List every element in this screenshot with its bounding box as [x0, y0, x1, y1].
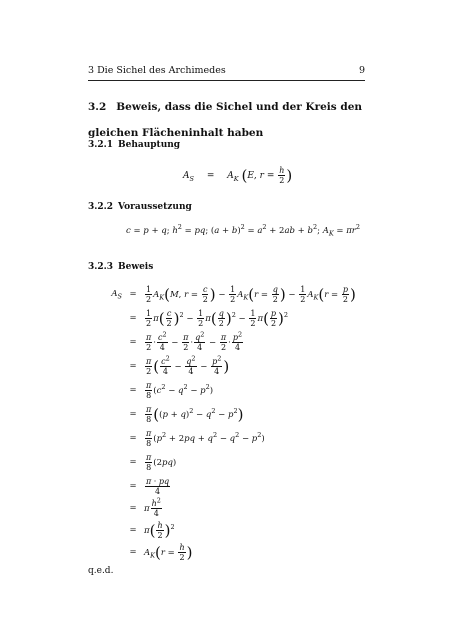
section-heading [88, 94, 373, 146]
proof-line-5: = $\frac{\pi}{8}$ $(c^2 - q^2 - p^2)$ [129, 380, 214, 400]
chapter-title: 3 Die Sichel des Archimedes [88, 65, 226, 76]
proof-line-9: = $\frac{\pi \cdot pq}{4}$ [129, 476, 170, 496]
page-number: 9 [358, 65, 365, 76]
premise-equation: c = p + q; $h^2$ = pq; $(a + b)^2 = a^2 + 2ab + b^2$; $A_K = \pi r^2$ [126, 223, 361, 238]
subsection-title: Beweis [118, 262, 154, 272]
proof-line-3: = $\frac{\pi}{2}$ · $\frac{c^2}{4}$ − $\frac{\pi}{2}$ · $\frac{q^2}{4}$ − $\frac{\pi}{2}$ · $\frac{p^2}{4}$ [129, 329, 243, 352]
section-title: Beweis, dass die Sichel und der Kreis den gleichen Flächeninhalt haben [88, 101, 363, 139]
subsection-title: Behauptung [118, 140, 181, 150]
subsection-number: 3.2.2 [88, 202, 114, 212]
proof-line-7: = $\frac{\pi}{8}$ $(p^2 + 2pq + q^2 - q^2 - p^2)$ [129, 428, 265, 448]
proof-line-11: = π( $\frac{h}{2}$ )$^2$ [129, 520, 175, 540]
section-number: 3.2 [88, 101, 107, 113]
subsection-number: 3.2.1 [88, 140, 114, 150]
claim-equation: $A_S = A_K$ (E, r = $\frac{h}{2}$ ) [183, 166, 293, 185]
subsection-heading-claim [88, 140, 180, 150]
subsection-heading-proof [88, 262, 153, 272]
subsection-number: 3.2.3 [88, 262, 114, 272]
proof-line-4: = $\frac{\pi}{2}$ ( $\frac{c^2}{4}$ − $\frac{q^2}{4}$ − $\frac{p^2}{4}$ ) [129, 353, 230, 376]
qed-mark: q.e.d. [88, 566, 114, 576]
proof-line-1: $A_S$ = $\frac{1}{2}$ $A_K(M$, r = $\frac{c}{2}$ ) − $\frac{1}{2}$ $A_K(r$ = $\frac{q}{2}$ ) − $\frac{1}{2}$ $A_K(r$ = $\frac{p}{2}$ ) [111, 284, 356, 304]
proof-line-2: = $\frac{1}{2}$ π( $\frac{c}{2}$ )$^2$ − $\frac{1}{2}$ π( $\frac{q}{2}$ )$^2$ − $\frac{1}{2}$ π( $\frac{p}{2}$ )$^2$ [129, 308, 289, 328]
subsection-heading-premise [88, 202, 192, 212]
proof-line-8: = $\frac{\pi}{8}$ (2pq) [129, 452, 177, 472]
header-rule [88, 80, 365, 81]
proof-line-10: = π $\frac{h^2}{4}$ [129, 495, 161, 518]
subsection-title: Voraussetzung [118, 202, 192, 212]
proof-line-6: = $\frac{\pi}{8}$ $((p + q)^2 - q^2 - p^2)$ [129, 404, 244, 424]
running-header [88, 65, 365, 76]
proof-line-12: = $A_K(r$ = $\frac{h}{2}$ ) [129, 542, 193, 562]
